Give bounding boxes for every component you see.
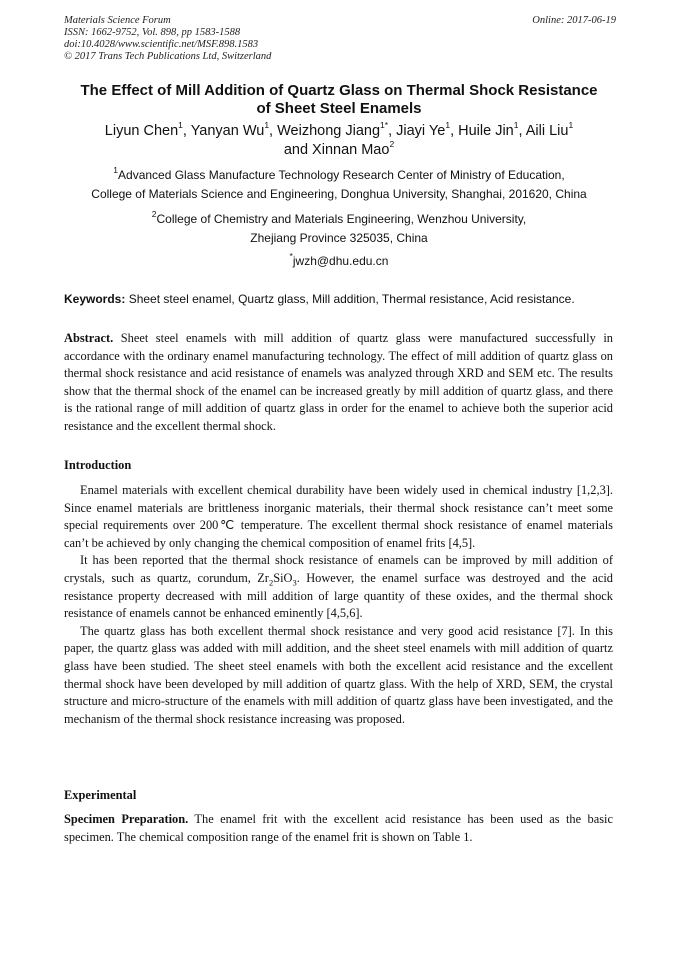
author-affiliation-mark: 2 <box>389 139 395 150</box>
author-affiliation-mark: 1 <box>178 120 183 131</box>
author-separator: , <box>450 123 459 139</box>
author-name: Yanyan Wu <box>190 123 265 139</box>
author-affiliation-mark: 1* <box>380 120 389 131</box>
abstract-label: Abstract. <box>64 331 114 345</box>
author-affiliation-mark: 1 <box>445 120 451 131</box>
intro-text: SiO <box>273 570 293 585</box>
author-separator: , <box>269 123 278 139</box>
experimental-heading: Experimental <box>64 788 137 802</box>
journal-header <box>64 15 616 63</box>
author-and: and <box>283 142 313 158</box>
affiliation-1-line-1 <box>44 166 634 185</box>
author-name: Liyun Chen <box>104 123 179 139</box>
author-name: Huile Jin <box>458 123 514 139</box>
affiliation-1-line-2: College of Materials Science and Engineering, Donghua University, Shanghai, 201620, China <box>91 187 587 201</box>
author-row-1 <box>44 122 634 141</box>
title-line-1: The Effect of Mill Addition of Quartz Glass on Thermal Shock Resistance <box>80 82 598 99</box>
abstract-section <box>64 330 613 436</box>
doi-line: doi:10.4028/www.scientific.net/MSF.898.1583 <box>64 39 259 50</box>
keywords-line <box>64 291 624 307</box>
subscript: 3 <box>292 577 297 588</box>
corresponding-email <box>44 252 634 271</box>
intro-paragraph-1: Enamel materials with excellent chemical durability have been widely used in chemical industry [1,2,3]. Since enamel materials are brittleness inorganic materials, their thermal shock resistance can’t meet some special requirements over 200℃ temperature. The excellent thermal shock resistance of enamel materials can’t be achieved by only changing the chemical composition of enamel frits [4,5]. <box>64 483 613 550</box>
intro-paragraph-3: The quartz glass has both excellent thermal shock resistance and very good acid resistance [7]. In this paper, the quartz glass was added with mill addition, and the sheet steel enamels with mill addition of quartz glass have been studied. The sheet steel enamels with both the excellent acid resistance and the excellent thermal shock have been developed by mill addition of quartz glass. With the help of XRD, SEM, the crystal structure and micro-structure of the enamels with mill addition of quartz glass have been investigated, and the mechanism of the thermal shock resistance increasing was proposed. <box>64 623 613 726</box>
author-row-2 <box>44 141 634 160</box>
abstract-paragraph <box>64 330 613 436</box>
intro-text: . However, the enamel surface was destroyed and the acid resistance property decreased with mill addition of large quantity of these oxides, and the thermal shock resistance of enamels cannot be enhanced eminently [4,5,6]. <box>64 570 613 621</box>
title-line-2: of Sheet Steel Enamels <box>256 100 422 117</box>
author-separator: , <box>182 123 191 139</box>
author-name: Aili Liu <box>525 123 569 139</box>
author-list <box>44 122 634 160</box>
author-affiliation-mark: 1 <box>568 120 574 131</box>
specimen-label: Specimen Preparation. <box>64 812 189 826</box>
subscript: 2 <box>268 577 274 588</box>
affiliation-2-line-2: Zhejiang Province 325035, China <box>250 231 428 245</box>
introduction-section <box>64 482 613 728</box>
affiliation-2 <box>44 210 634 248</box>
author-name: Xinnan Mao <box>312 142 390 158</box>
journal-name: Materials Science Forum <box>64 15 171 26</box>
email-address: jwzh@dhu.edu.cn <box>292 254 389 268</box>
corresponding-mark: * <box>289 251 293 261</box>
issn-line: ISSN: 1662-9752, Vol. 898, pp 1583-1588 <box>64 27 241 38</box>
copyright-line: © 2017 Trans Tech Publications Ltd, Switzerland <box>64 51 272 62</box>
author-separator: , <box>518 123 526 139</box>
affiliation-text: College of Chemistry and Materials Engineering, Wenzhou University, <box>156 212 527 226</box>
specimen-text: The enamel frit with the excellent acid resistance has been used as the basic specimen. The chemical composition range of the enamel frit is shown on Table 1. <box>64 812 613 844</box>
keywords-text: Sheet steel enamel, Quartz glass, Mill addition, Thermal resistance, Acid resistance. <box>125 292 575 306</box>
affiliation-mark: 2 <box>151 209 157 219</box>
experimental-section <box>64 811 613 846</box>
online-date: Online: 2017-06-19 <box>532 15 616 26</box>
affiliation-text: Advanced Glass Manufacture Technology Research Center of Ministry of Education, <box>118 168 565 182</box>
author-separator: , <box>388 123 397 139</box>
author-name: Weizhong Jiang <box>277 123 381 139</box>
specimen-paragraph <box>64 811 613 846</box>
author-name: Jiayi Ye <box>396 123 446 139</box>
affiliation-1 <box>44 166 634 204</box>
keywords-label: Keywords: <box>64 292 126 306</box>
paper-title <box>44 82 634 118</box>
abstract-text: Sheet steel enamels with mill addition of quartz glass were manufactured successfully in accordance with the ordinary enamel manufacturing technology. The effect of mill addition of quartz glass on thermal shock resistance and acid resistance of enamels was analyzed through XRD and SEM etc. The results show that the thermal shock of the enamel can be increased greatly by mill addition of quartz glass, and there is the rational range of mill addition of quartz glass in order for the enamel to achieve both the superior acid resistance and the excellent thermal shock. <box>64 331 613 433</box>
author-affiliation-mark: 1 <box>264 120 270 131</box>
intro-paragraph-2 <box>64 552 613 622</box>
author-affiliation-mark: 1 <box>513 120 519 131</box>
affiliation-mark: 1 <box>113 165 119 175</box>
introduction-heading: Introduction <box>64 458 132 472</box>
affiliation-2-line-1 <box>44 210 634 229</box>
intro-text: It has been reported that the thermal shock resistance of enamels can be improved by mill addition of crystals, such as quartz, corundum, Zr <box>64 553 613 585</box>
